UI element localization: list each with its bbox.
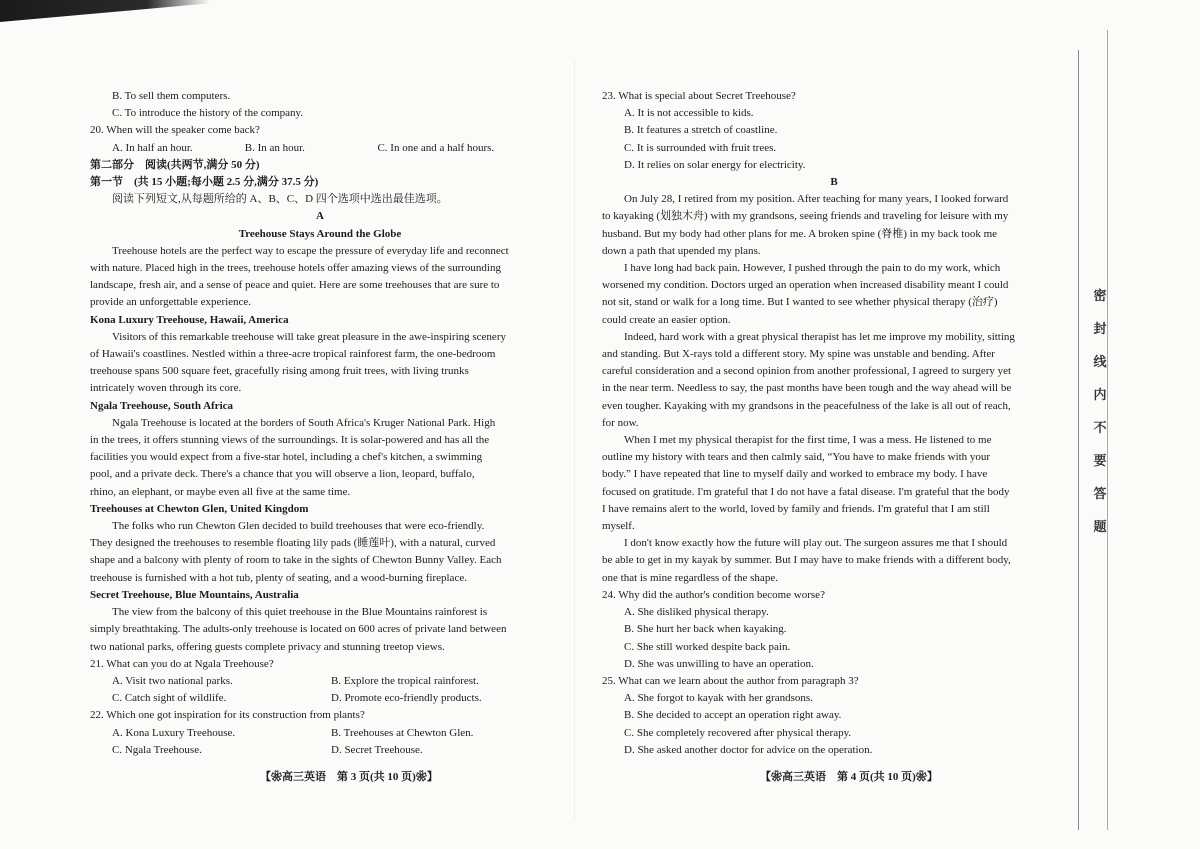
q20-option-c: C. In one and a half hours. [377, 141, 495, 154]
margin-char: 不 [1093, 420, 1107, 435]
margin-char: 密 [1093, 288, 1107, 303]
subsection-title: 第一节 (共 15 小题;每小题 2.5 分,满分 37.5 分) [90, 176, 319, 189]
text-line: focused on gratitude. I'm grateful that I do not have a fatal disease. I'm grateful that the body [602, 485, 1010, 498]
text-line: treehouse spans 500 square feet, gracefully rising among fruit trees, with living trunks [90, 365, 469, 378]
section-heading-secret: Secret Treehouse, Blue Mountains, Australia [90, 588, 299, 601]
text-line: I have long had back pain. However, I pushed through the pain to do my work, which [624, 262, 1001, 275]
q21-question: 21. What can you do at Ngala Treehouse? [90, 657, 274, 670]
q21-option-b: B. Explore the tropical rainforest. [331, 674, 479, 687]
text-line: Treehouse hotels are the perfect way to escape the pressure of everyday life and reconnect [112, 244, 509, 257]
q20-option-b: B. In an hour. [244, 141, 305, 154]
text-line: for now. [602, 416, 639, 429]
page-fold [574, 60, 575, 820]
text-line: pool, and a private deck. There's a chance that you will observe a lion, leopard, buffalo, [90, 468, 475, 481]
text-line: could create an easier option. [602, 313, 731, 326]
text-line: facilities you would expect from a five-star hotel, including a chef's kitchen, a swimming [90, 451, 483, 464]
text-line: Ngala Treehouse is located at the borders of South Africa's Kruger National Park. High [112, 416, 496, 429]
text-line: even tougher. Kayaking with my grandsons in the peacefulness of the lake is all out of reach, [602, 399, 1011, 412]
q25-option-b: B. She decided to accept an operation right away. [624, 709, 842, 722]
section-heading-ngala: Ngala Treehouse, South Africa [90, 399, 234, 412]
text-line: to kayaking (划独木舟) with my grandsons, seeing friends and traveling for leisure with my [602, 210, 1009, 223]
section-title: 第二部分 阅读(共两节,满分 50 分) [90, 158, 260, 171]
text-line: Indeed, hard work with a great physical therapist has let me improve my mobility, sitting [624, 330, 1015, 343]
text-line: outline my history with tears and then calmly said, “You have to make friends with your [602, 451, 991, 464]
q20-question: 20. When will the speaker come back? [90, 124, 260, 137]
binding-margin-line [1078, 50, 1079, 830]
q23-option-a: A. It is not accessible to kids. [624, 107, 754, 120]
text-line: and standing. But X-rays told a different story. My spine was unstable and bending. After [602, 348, 995, 361]
q24-option-a: A. She disliked physical therapy. [624, 606, 769, 619]
text-line: landscape, fresh air, and a sense of peace and quiet. Here are some treehouses that are sure to [90, 279, 500, 292]
text-line: I have remains alert to the world, loved by family and friends. I'm grateful that I am still [602, 502, 990, 515]
margin-char: 答 [1093, 486, 1107, 501]
text-line: rhino, an elephant, or maybe even all five at the same time. [90, 485, 351, 498]
q23-option-c: C. It is surrounded with fruit trees. [624, 141, 777, 154]
left-page [90, 88, 550, 759]
text-line: provide an unforgettable experience. [90, 296, 252, 309]
q21-options-row1 [90, 673, 550, 690]
q19-option-c: C. To introduce the history of the company. [112, 107, 304, 120]
text-line: be able to get in my kayak by summer. But I may have to make friends with a different body, [602, 554, 1011, 567]
text-line: one that is mine regardless of the shape. [602, 571, 778, 584]
q20-options [90, 140, 550, 157]
text-line: in the near term. Needless to say, the past months have been tough and the way ahead will be [602, 382, 1012, 395]
chewton-paragraph [90, 518, 550, 587]
text-line: intricately woven through its core. [90, 382, 242, 395]
text-line: husband. But my body had other plans for me. A broken spine (脊椎) in my back took me [602, 227, 998, 240]
q24-option-c: C. She still worked despite back pain. [624, 640, 791, 653]
text-line: down a path that upended my plans. [602, 244, 761, 257]
text-line: body.” I have repeated that line to myself daily and worked to embrace my body. I have [602, 468, 988, 481]
q22-option-a: A. Kona Luxury Treehouse. [112, 726, 236, 739]
text-line: in the trees, it offers stunning views of the surroundings. It is solar-powered and has all the [90, 434, 490, 447]
text-line: treehouse is furnished with a hot tub, plenty of seating, and a wood-burning fireplace. [90, 571, 467, 584]
instructions: 阅读下列短文,从每题所给的 A、B、C、D 四个选项中选出最佳选项。 [112, 193, 448, 206]
q24-option-b: B. She hurt her back when kayaking. [624, 623, 787, 636]
text-line: shape and a balcony with plenty of room to take in the sights of Chewton Bunny Valley. Each [90, 554, 502, 567]
q22-option-b: B. Treehouses at Chewton Glen. [331, 726, 474, 739]
secret-paragraph [90, 604, 550, 656]
q24-question: 24. Why did the author's condition become worse? [602, 588, 825, 601]
text-line: with nature. Placed high in the trees, treehouse hotels offer amazing views of the surrounding [90, 262, 501, 275]
margin-char: 内 [1093, 387, 1107, 402]
paragraph-4 [602, 432, 1066, 535]
q19-option-b: B. To sell them computers. [112, 90, 231, 102]
text-line: The view from the balcony of this quiet treehouse in the Blue Mountains rainforest is [112, 606, 488, 619]
scan-edge-shadow [0, 0, 210, 22]
margin-char: 题 [1093, 519, 1107, 534]
kona-paragraph [90, 329, 550, 398]
q22-options-row1 [90, 725, 550, 742]
margin-char: 封 [1093, 321, 1107, 336]
text-line: myself. [602, 520, 635, 533]
q21-option-c: C. Catch sight of wildlife. [112, 692, 227, 705]
q25-option-d: D. She asked another doctor for advice on the operation. [624, 743, 873, 756]
text-line: worsened my condition. Doctors urged an operation when increased disability meant I could [602, 279, 1009, 292]
right-page-footer: 【❀高三英语 第 4 页(共 10 页)❀】 [760, 771, 938, 783]
section-heading-chewton: Treehouses at Chewton Glen, United Kingdom [90, 502, 309, 515]
q22-question: 22. Which one got inspiration for its construction from plants? [90, 709, 365, 722]
text-line: When I met my physical therapist for the first time, I was a mess. He listened to me [624, 434, 992, 447]
q23-option-b: B. It features a stretch of coastline. [624, 124, 778, 137]
text-line: two national parks, offering guests complete privacy and stunning treetop views. [90, 640, 445, 653]
text-line: simply breathtaking. The adults-only treehouse is located on 600 acres of private land between [90, 623, 507, 636]
right-page [602, 88, 1066, 759]
passage-letter-b: B [830, 176, 838, 189]
q21-option-d: D. Promote eco-friendly products. [331, 692, 482, 705]
margin-char: 线 [1093, 354, 1107, 369]
paragraph-3 [602, 329, 1066, 432]
section-heading-kona: Kona Luxury Treehouse, Hawaii, America [90, 313, 289, 326]
margin-char: 要 [1093, 453, 1107, 468]
q23-question: 23. What is special about Secret Treehouse? [602, 90, 796, 102]
paragraph-5 [602, 535, 1066, 587]
passage-title: Treehouse Stays Around the Globe [238, 227, 402, 240]
q22-options-row2 [90, 742, 550, 759]
text-line: The folks who run Chewton Glen decided to build treehouses that were eco-friendly. [112, 520, 485, 533]
ngala-paragraph [90, 415, 550, 501]
q21-options-row2 [90, 690, 550, 707]
q20-option-a: A. In half an hour. [112, 141, 193, 154]
intro-paragraph [90, 243, 550, 312]
paragraph-2 [602, 260, 1066, 329]
q25-question: 25. What can we learn about the author from paragraph 3? [602, 674, 859, 687]
text-line: On July 28, I retired from my position. After teaching for many years, I looked forward [624, 193, 1009, 206]
text-line: not sit, stand or walk for a long time. But I wanted to see whether physical therapy (治疗) [602, 296, 998, 309]
q25-option-c: C. She completely recovered after physical therapy. [624, 726, 852, 739]
binding-margin-text [1090, 285, 1110, 535]
q22-option-c: C. Ngala Treehouse. [112, 743, 202, 756]
text-line: They designed the treehouses to resemble floating lily pads (睡莲叶), with a natural, curved [90, 537, 496, 550]
q21-option-a: A. Visit two national parks. [112, 674, 233, 687]
q25-option-a: A. She forgot to kayak with her grandsons. [624, 692, 813, 705]
q22-option-d: D. Secret Treehouse. [331, 743, 423, 756]
text-line: I don't know exactly how the future will play out. The surgeon assures me that I should [624, 537, 1008, 550]
q24-option-d: D. She was unwilling to have an operation. [624, 657, 814, 670]
text-line: Visitors of this remarkable treehouse will take great pleasure in the awe-inspiring scenery [112, 330, 506, 343]
paragraph-1 [602, 191, 1066, 260]
q23-option-d: D. It relies on solar energy for electricity. [624, 158, 806, 171]
left-page-footer: 【❀高三英语 第 3 页(共 10 页)❀】 [260, 771, 438, 783]
text-line: of Hawaii's coastlines. Nestled within a three-acre tropical rainforest farm, the one-bedroom [90, 348, 496, 361]
passage-letter-a: A [316, 210, 324, 223]
text-line: careful consideration and a second opinion from another professional, I agreed to surgery yet [602, 365, 1012, 378]
